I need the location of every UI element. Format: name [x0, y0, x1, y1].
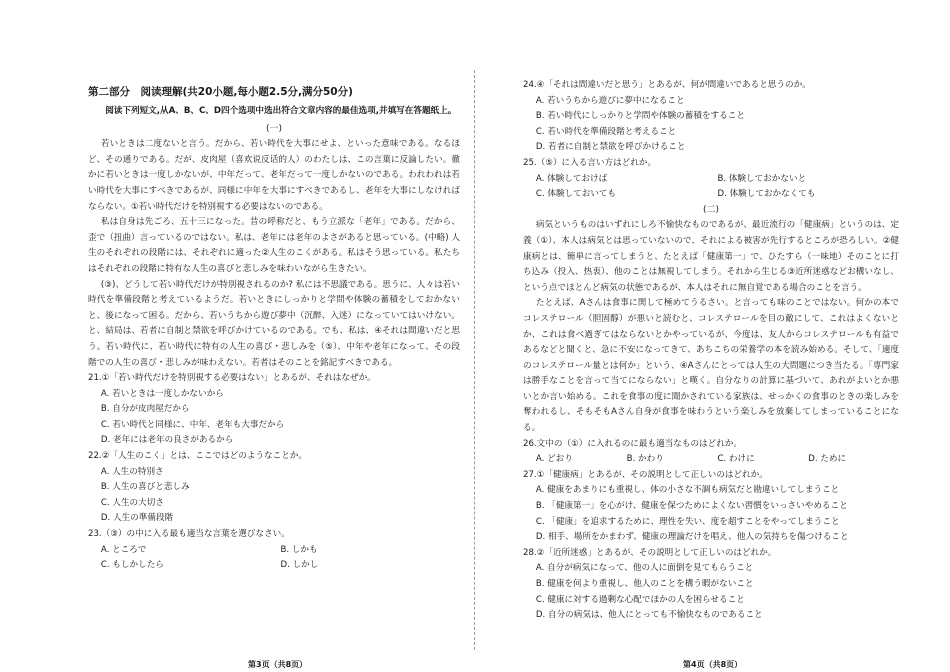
section-title: 第二部分 阅读理解(共20小题,每小题2.5分,满分50分) — [88, 86, 353, 98]
option: A. 健康をあまりにも重視し、体の小さな不調も病気だと勘違いしてしまうこと — [535, 485, 840, 496]
passage-label-2: (二) — [702, 204, 720, 215]
option-row — [88, 543, 460, 559]
paragraph: 病気というものはいずれにしろ不愉快なものであるが、最近流行の「健康病」というのは、定義（①）、本人は病気とは思っていないので、それによる被害が先行するところが恐ろしい。②健康病とは、簡単に言ってしまうと、たとえば「健康第一」で、ひたすら（一味地）そのことに打ち込み（投入、热衷）、他のことは無視してしまう。それから生じる③近所迷惑などお構いなし、という点でほとんど病気の状態であるが、本人はそれに無自覚である場合のことを言う。 — [523, 220, 899, 293]
paragraph: 私は自身は先ごろ、五十三になった。昔の呼称だと、もう立派な「老年」である。だから、歪で（扭曲）言っているのではない。私は、老年には老年のよさがあると思っている。(中略) 人生のそれぞれの段階には、それぞれに適った②人生のこくがある。私はそう思っている。私たちはそれぞれの段階に特有な人生の喜びと悲しみを味わいながら生きたい。 — [88, 217, 460, 274]
right-column — [523, 78, 899, 624]
page-footer: 第4页（共8页） — [683, 660, 743, 669]
option: B. 若い時代にしっかりと学問や体験の蓄積をすること — [535, 111, 745, 122]
option: D. 人生の準備段階 — [100, 513, 174, 524]
option: B. 人生の喜びと悲しみ — [100, 482, 190, 493]
page-right — [475, 0, 950, 672]
option: C. 若い時代と同様に、中年、老年も大事だから — [100, 419, 285, 430]
option: C. 体験しておいても — [535, 189, 617, 200]
option: C. わけに — [717, 454, 755, 465]
question-stem: 27.①「健康病」とあるが、その説明として正しいのはどれか。 — [523, 469, 768, 480]
option: A. 人生の特別さ — [100, 466, 164, 477]
option: C. 健康に対する過剰な心配でほかの人を困らせること — [535, 594, 745, 605]
option: B. 自分が皮肉屋だから — [100, 404, 190, 415]
question-stem: 24.④「それは間違いだと思う」とあるが、何が間違いであると思うのか。 — [523, 80, 811, 90]
option: D. 老年には老年の良さがあるから — [100, 435, 234, 446]
option: A. 体験しておけば — [535, 173, 608, 184]
paragraph: たとえば、Aさんは食事に関して極めてうるさい。と言っても味のことではない。何かの本でコレステロール（胆固醇）が悪いと読むと、コレステロールを目の敵にして、これはよくないとか、これは食べ過ぎてはならないとかやっているが、今度は、友人からコレステロールも有益であるなどと聞くと、急に不安になってきて、あちこちの栄養学の本を読み始める。そして、「適度のコレステロール量とは何か」という、④Aさんにとっては人生の大問題につき当たる。「専門家は勝手なことを言って当てにならない」と嘆く。自分なりの計算に基づいて、あれがよいとか悪いとか言い始める。これを食事の度に聞かされている家族は、せっかくの食事のときの楽しみを奪われるし、そもそもAさん自身が食事を味わうという楽しみを放棄してしまっていることになる。 — [523, 298, 899, 434]
page-footer: 第3页（共8页） — [248, 660, 308, 669]
option: A. 若いうちから遊びに夢中になること — [535, 95, 685, 106]
option: B. かわり — [626, 454, 664, 465]
option-row — [523, 172, 899, 188]
option: D. 相手、場所をかまわず、健康の理論だけを唱え、他人の気持ちを傷つけること — [535, 532, 849, 543]
option: A. ところで — [100, 544, 147, 555]
option: B. しかも — [280, 544, 318, 555]
option: D. ために — [808, 454, 847, 465]
option: C. 「健康」を追求するために、理性を失い、度を超すことをやってしまうこと — [535, 516, 840, 527]
question-stem: 26.文中の（①）に入れるのに最も適当なものはどれか。 — [523, 438, 743, 449]
option-row — [523, 452, 899, 468]
option-row — [523, 187, 899, 203]
option: D. 若者に自制と禁欲を呼びかけること — [535, 142, 686, 153]
question-stem: 28.②「近所迷惑」とあるが、その説明として正しいのはどれか。 — [523, 547, 777, 558]
question-stem: 22.②「人生のこく」とは、ここではどのようなことか。 — [88, 451, 308, 462]
option: C. もしかしたら — [100, 560, 164, 571]
option: A. どおり — [535, 454, 573, 465]
question-stem: 21.①「若い時代だけを特別視する必要はない」とあるが、それはなぜか。 — [88, 373, 376, 384]
question-stem: 25.（⑤）に入る言い方はどれか。 — [523, 157, 657, 168]
option: D. しかし — [280, 560, 319, 571]
question-stem: 23.（③）の中に入る最も適当な言葉を選びなさい。 — [88, 529, 290, 540]
option: D. 体験しておかなくても — [717, 189, 816, 200]
left-column — [88, 84, 460, 574]
option: C. 若い時代を準備段階と考えること — [535, 126, 677, 137]
option: C. 人生の大切さ — [100, 497, 164, 508]
option: B. 体験しておかないと — [717, 173, 807, 184]
option-row — [88, 558, 460, 574]
option: B. 「健康第一」を心がけ、健康を保つためによくない習慣をいっさいやめること — [535, 501, 848, 512]
option: D. 自分の病気は、他人にとっても不愉快なものであること — [535, 610, 763, 621]
instruction: 阅读下列短文,从A、B、C、D四个选项中选出符合文章内容的最佳选项,并填写在答题纸上。 — [105, 106, 457, 116]
option: A. 若いときは一度しかないから — [100, 388, 224, 399]
paragraph: (③)、どうして若い時代だけが特別視されるのか? 私には不思議である。思うに、人々は若い時代を準備段階と考えているようだ。若いときにしっかりと学問や体験の蓄積をしておかないと、後になって困る。だから、若いうちから遊び夢中（沉醉、入迷）になっていてはいけない。と、結局は、若者に自制と禁欲を呼びかけているのである。でも、私は、④それは間違いだと思う。若い時代に、若い時代に特有の人生の喜び・悲しみを（⑤）、中年や老年になって、その段階での人生の喜び・悲しみが味わえない。若者はそのことを銘記すべきである。 — [88, 279, 460, 368]
option: A. 自分が病気になって、他の人に面倒を見てもらうこと — [535, 563, 754, 574]
paragraph: 若いときは二度ないと言う。だから、若い時代を大事にせよ、といった意味である。なるほど、その通りである。だが、皮肉屋（喜欢说反话的人）のわたしは、この言葉に反論したい。徹かに若いときは一度しかないが、中年だって、老年だって一度しかないのである。われわれは若い時代を大事にすべきであるが、同様に中年を大事にすべきであるし、老年を大事にしなければならない。①若い時代だけを特別視する必要はないのである。 — [88, 139, 460, 212]
passage-label-1: (一) — [265, 123, 283, 134]
option: B. 健康を何より重視し、他人のことを構う暇がないこと — [535, 579, 754, 589]
